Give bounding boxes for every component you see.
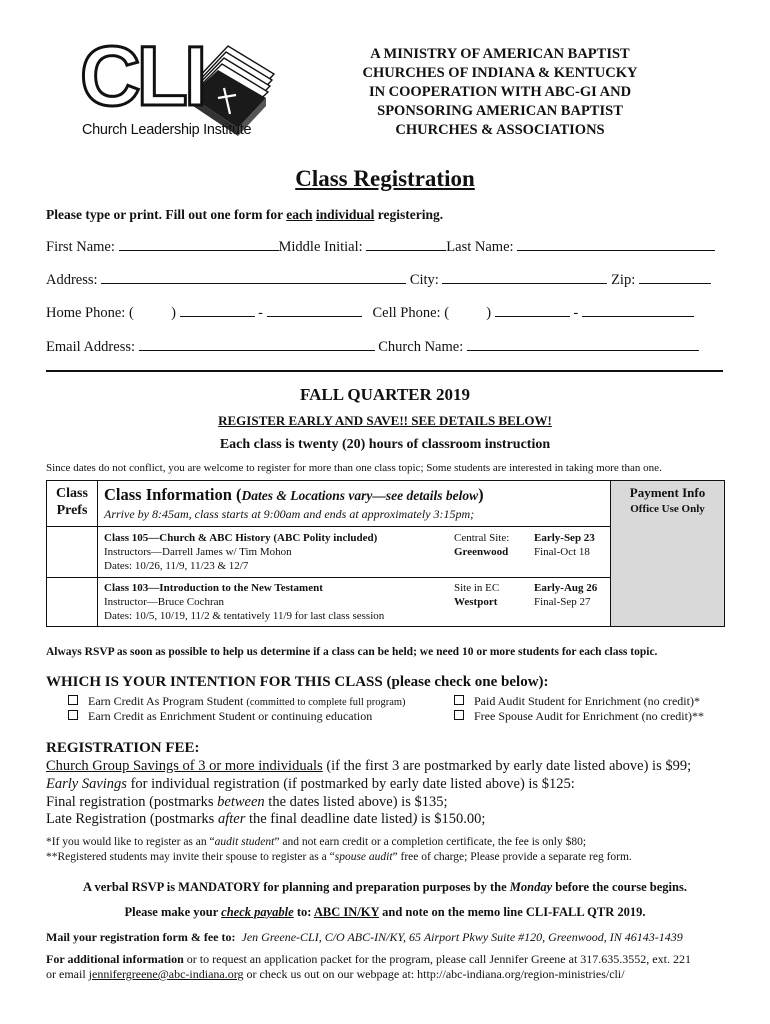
dash: - — [258, 305, 263, 321]
verbal-text: A verbal RSVP is MANDATORY for planning and preparation purposes by the — [83, 880, 510, 894]
cli-logo — [78, 29, 278, 145]
option-note: (committed to complete full program) — [246, 697, 406, 708]
option-program-student[interactable] — [68, 694, 406, 709]
class-103-deadlines — [534, 581, 597, 609]
additional-info-2 — [46, 967, 625, 982]
site-name: Westport — [454, 596, 498, 608]
spouse-note — [46, 851, 632, 863]
audit-note-text: *If you would like to register as an “ — [46, 836, 215, 848]
site-line: Central Site: — [454, 532, 510, 544]
info-text-end: or check us out on our webpage at: http://abc-indiana.org/region-ministries/cli/ — [243, 967, 625, 981]
home-phone-prefix-field[interactable] — [180, 304, 255, 317]
fee-late-text-end: is $150.00; — [417, 811, 486, 827]
dash: - — [573, 305, 579, 321]
fee-final-text-end: the dates listed above) is $135; — [264, 794, 448, 810]
prefs-header — [47, 485, 97, 519]
early-date: Early-Sep 23 — [534, 532, 595, 544]
info-text: or email — [46, 967, 89, 981]
city-field[interactable] — [442, 271, 607, 284]
verbal-text-end: before the course begins. — [552, 880, 687, 894]
intention-heading: WHICH IS YOUR INTENTION FOR THIS CLASS (please check one below): — [46, 674, 549, 690]
option-spouse-audit[interactable] — [454, 709, 704, 724]
option-label: Earn Credit As Program Student — [88, 694, 247, 708]
info-label: For additional information — [46, 952, 184, 966]
fee-late-emph: after — [217, 811, 246, 827]
divider — [46, 370, 723, 372]
email-label: Email Address: — [46, 339, 136, 355]
option-enrichment-student[interactable] — [68, 709, 372, 724]
ministry-line: A MINISTRY OF AMERICAN BAPTIST — [370, 46, 630, 62]
site-name: Greenwood — [454, 546, 509, 558]
fee-early-text: for individual registration (if postmarked by early date listed above) is $125: — [126, 776, 575, 792]
paren: ) — [486, 305, 492, 321]
mail-address: Jen Greene-CLI, C/O ABC-IN/KY, 65 Airport Pkwy Suite #120, Greenwood, IN 46143-1439 — [241, 930, 683, 944]
checkbox-icon[interactable] — [68, 695, 78, 705]
logo-subtitle: Church Leadership Institute — [82, 122, 252, 138]
dates-note: Since dates do not conflict, you are welcome to register for more than one class topic; Some students are interested in taking more than one. — [46, 462, 662, 474]
class-105-deadlines — [534, 531, 595, 559]
instructions-text: Please type or print. Fill out one form for — [46, 207, 287, 222]
class-instructors: Instructor—Bruce Cochran — [104, 596, 225, 608]
payment-header: Payment Info — [629, 485, 706, 500]
check-payable-notice — [0, 905, 770, 920]
fee-final — [46, 794, 448, 811]
spouse-note-emph: spouse audit — [334, 851, 393, 863]
class-103-info — [104, 581, 384, 623]
verbal-monday: Monday — [509, 880, 553, 894]
hours-statement: Each class is twenty (20) hours of classroom instruction — [219, 437, 551, 452]
mail-label: Mail your registration form & fee to: — [46, 930, 236, 944]
checkbox-icon[interactable] — [454, 710, 464, 720]
city-label: City: — [409, 272, 439, 288]
prefs-header-line: Class — [56, 486, 88, 501]
option-label: Earn Credit as Enrichment Student or continuing education — [88, 709, 373, 723]
paren: ( — [444, 305, 450, 321]
class-105-info — [104, 531, 377, 573]
option-paid-audit[interactable] — [454, 694, 700, 709]
fee-late-text: Late Registration (postmarks — [46, 811, 218, 827]
checkbox-icon[interactable] — [68, 710, 78, 720]
paren: ( — [128, 305, 134, 321]
cell-phone-number-field[interactable] — [582, 304, 694, 317]
cell-phone-label: Cell Phone: — [372, 305, 441, 321]
verbal-rsvp-notice — [0, 880, 770, 895]
audit-note-emph: audit student — [214, 836, 275, 848]
payment-subheader: Office Use Only — [630, 503, 705, 515]
email-row — [46, 338, 699, 356]
last-name-label: Last Name: — [446, 239, 514, 255]
class-info-header-text: Class Information ( — [104, 485, 242, 504]
ministry-line: CHURCHES & ASSOCIATIONS — [395, 122, 605, 138]
church-name-field[interactable] — [467, 338, 699, 351]
payable-abc: ABC IN/KY — [313, 905, 380, 919]
payable-text: Please make your — [124, 905, 222, 919]
first-name-field[interactable] — [119, 238, 279, 251]
email-field[interactable] — [139, 338, 375, 351]
instructions-each: each — [286, 207, 313, 222]
class-table — [46, 480, 725, 627]
final-date: Final-Oct 18 — [534, 546, 590, 558]
checkbox-icon[interactable] — [454, 695, 464, 705]
ministry-statement — [330, 45, 670, 140]
early-date: Early-Aug 26 — [534, 582, 598, 594]
last-name-field[interactable] — [517, 238, 715, 251]
class-103-pref-checkbox[interactable] — [59, 593, 73, 607]
prefs-header-line: Prefs — [56, 503, 88, 518]
class-info-header-note: Dates & Locations vary—see details below — [241, 488, 479, 503]
church-name-label: Church Name: — [378, 339, 464, 355]
name-row — [46, 238, 715, 256]
address-field[interactable] — [101, 271, 406, 284]
site-line: Site in EC — [454, 582, 500, 594]
option-label: Paid Audit Student for Enrichment (no credit)* — [474, 694, 700, 708]
fee-early — [46, 776, 575, 793]
ministry-line: CHURCHES OF INDIANA & KENTUCKY — [362, 65, 638, 81]
quarter-title: FALL QUARTER 2019 — [299, 385, 471, 404]
form-instructions — [46, 207, 443, 223]
fee-late-paren: ) — [412, 811, 418, 827]
rsvp-notice: Always RSVP as soon as possible to help us determine if a class can be held; we need 10 or more students for each class topic. — [46, 646, 658, 658]
fee-late — [46, 811, 485, 828]
audit-note-text-end: ” and not earn credit or a completion certificate, the fee is only $80; — [274, 836, 587, 848]
home-phone-label: Home Phone: — [46, 305, 126, 321]
class-info-header-close: ) — [478, 485, 484, 504]
fee-group-text: (if the first 3 are postmarked by early date listed above) is $99; — [322, 758, 692, 774]
fee-early-label: Early Savings — [46, 776, 127, 792]
spouse-note-text-end: ” free of charge; Please provide a separate reg form. — [392, 851, 632, 863]
instructions-individual: individual — [315, 207, 375, 222]
payable-text-end: and note on the memo line CLI-FALL QTR 2019. — [379, 905, 646, 919]
class-instructors: Instructors—Darrell James w/ Tim Mohon — [104, 546, 292, 558]
ministry-line: IN COOPERATION WITH ABC-GI AND — [368, 84, 632, 100]
mail-instructions — [46, 930, 683, 945]
payable-check: check payable — [221, 905, 294, 919]
class-title: Class 105—Church & ABC History (ABC Polity included) — [104, 532, 378, 544]
fee-group-label: Church Group Savings of 3 or more individuals — [46, 758, 323, 774]
register-early-banner: REGISTER EARLY AND SAVE!! SEE DETAILS BELOW! — [218, 413, 552, 428]
contact-email-link[interactable]: jennifergreene@abc-indiana.org — [88, 967, 244, 981]
class-info-header — [104, 485, 484, 505]
middle-initial-label: Middle Initial: — [278, 239, 363, 255]
address-label: Address: — [46, 272, 98, 288]
home-phone-number-field[interactable] — [267, 304, 362, 317]
zip-field[interactable] — [639, 271, 711, 284]
zip-label: Zip: — [611, 272, 636, 288]
class-title: Class 103—Introduction to the New Testament — [104, 582, 323, 594]
middle-initial-field[interactable] — [366, 238, 446, 251]
address-row — [46, 271, 711, 289]
logo-letters: CLI — [80, 29, 204, 123]
info-text: or to request an application packet for the program, please call Jennifer Greene at 317.635.3552, ext. 221 — [183, 952, 691, 966]
cell-phone-prefix-field[interactable] — [495, 304, 570, 317]
page-title: Class Registration — [295, 166, 475, 191]
ministry-line: SPONSORING AMERICAN BAPTIST — [377, 103, 623, 119]
instructions-text-end: registering. — [374, 207, 444, 222]
class-dates: Dates: 10/5, 10/19, 11/2 & tentatively 11/9 for last class session — [104, 610, 385, 622]
class-dates: Dates: 10/26, 11/9, 11/23 & 12/7 — [104, 560, 249, 572]
fee-heading: REGISTRATION FEE: — [46, 740, 200, 756]
class-105-site — [454, 531, 509, 559]
arrive-note: Arrive by 8:45am, class starts at 9:00am and ends at approximately 3:15pm; — [104, 507, 475, 521]
spouse-note-text: **Registered students may invite their spouse to register as a “ — [46, 851, 335, 863]
final-date: Final-Sep 27 — [534, 596, 591, 608]
fee-late-text-mid: the final deadline date listed — [245, 811, 413, 827]
fee-group — [46, 758, 691, 775]
fee-final-text: Final registration (postmarks — [46, 794, 218, 810]
paren: ) — [171, 305, 176, 321]
audit-note — [46, 836, 586, 848]
phone-row — [46, 304, 694, 322]
additional-info — [46, 952, 691, 967]
class-105-pref-checkbox[interactable] — [59, 543, 73, 557]
first-name-label: First Name: — [46, 239, 115, 255]
option-label: Free Spouse Audit for Enrichment (no credit)** — [474, 709, 704, 723]
fee-final-emph: between — [217, 794, 265, 810]
payable-text-mid: to: — [293, 905, 314, 919]
class-103-site — [454, 581, 499, 609]
